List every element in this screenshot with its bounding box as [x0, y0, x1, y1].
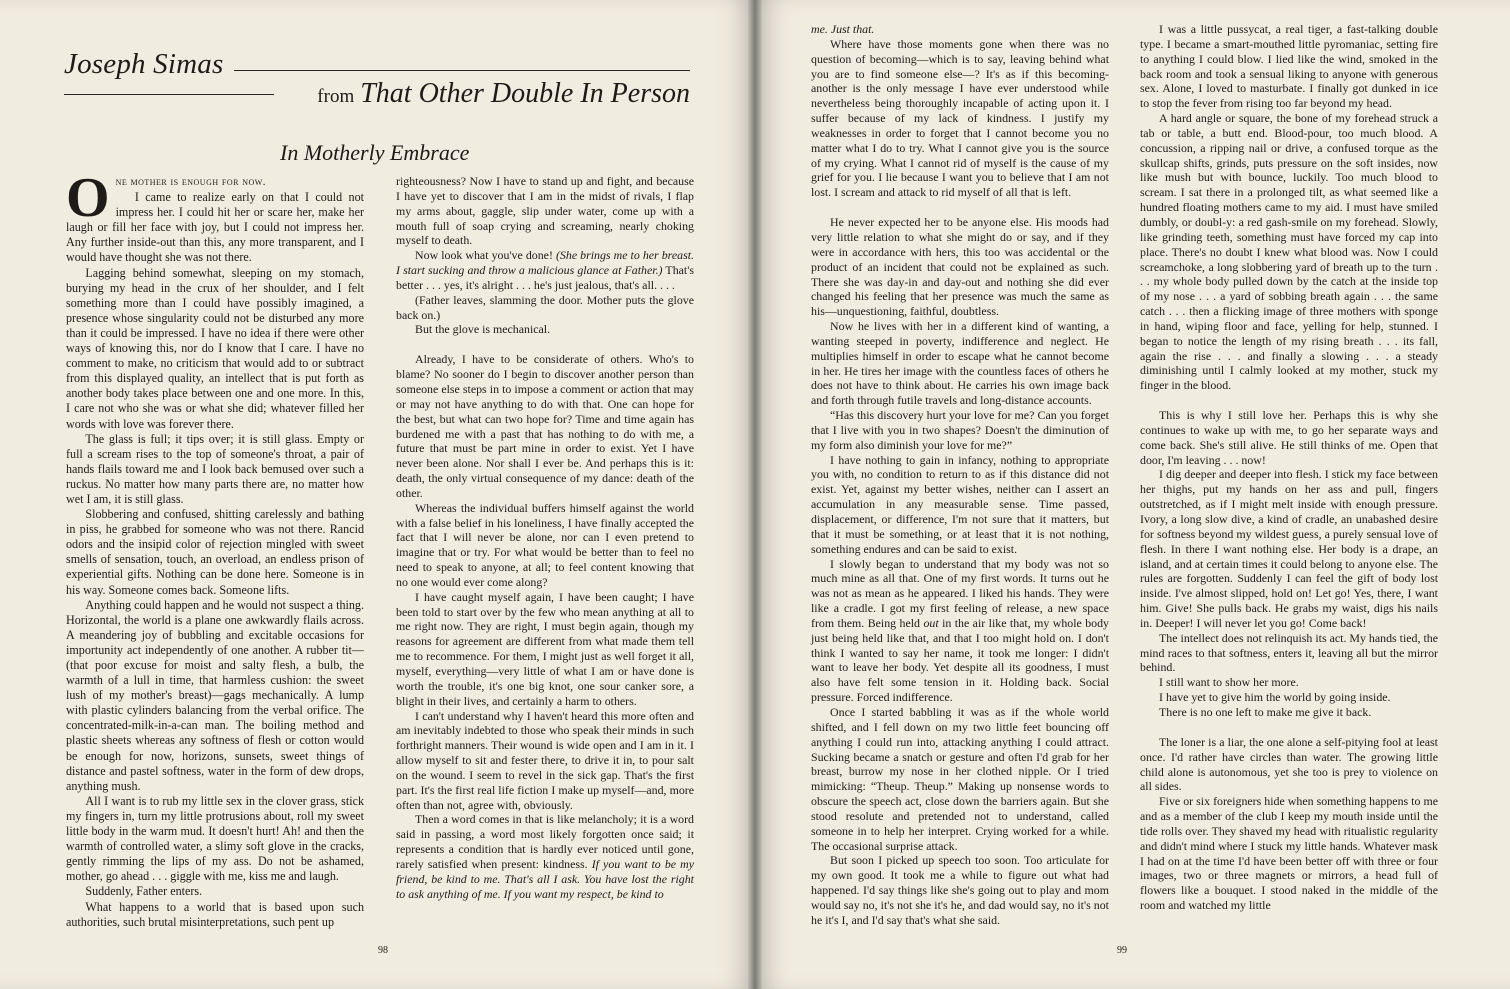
section-title: In Motherly Embrace	[280, 140, 470, 165]
paragraph: I was a little pussycat, a real tiger, a fast-talking double type. I became a smart-mouthed little pyromaniac, setting fire to anything I could blow. I lied like the wind, smoked in the back room and took a sensual liking to anyone with generous sex. Alone, I loved to masturbate. I finally got dunked in ice to stop the fever from rising too far beyond my head.	[1140, 22, 1438, 111]
italic-text: out	[923, 615, 939, 630]
paragraph	[66, 167, 364, 266]
paragraph: I have nothing to gain in infancy, nothing to appropriate you with, no condition to return to as if this distance did not exist. Yet, against my better wishes, neither can I assert an accumulation in any measurable sense. Time passed, displacement, or difference, I'm not sure that it matters, but that it must be something, or at least that it is not nothing, something endures and can be said to exist.	[811, 452, 1109, 556]
paragraph-text: Now look what you've done!	[415, 248, 556, 263]
paragraph-text: in the air like that, my whole body just being held like that, and that I too might hold on. I don't think I wanted to say her name, it took me longer: I didn't want to leave her body. Yet despite all its goodness, I must also have felt some tension in it. Holding back. Social pressure. Forced indifference.	[811, 615, 1109, 705]
paragraph: Anything could happen and he would not suspect a thing. Horizontal, the world is a plane one awkwardly flails across. A meandering joy of bubbling and excitable occasions for importunity act independently of one another. A rubber tit—(that poor excuse for moist and salty flesh, a bulb, the warmth of a lull in time, that harmless cushion: the sweet lush of my mother's breast)—gags mechanically. A lump with plastic cylinders balancing from the verbal orifice. The concentrated-milk-in-a-can man. The boiling method and plastic sheets whereas any softness of flesh or cotton would be enough for now, horizons, sunsets, sweet things of distance and pastel softness, water in the form of dew drops, anything mush.	[66, 597, 364, 793]
author-name: Joseph Simas	[64, 48, 224, 80]
paragraph: The glass is full; it tips over; it is still glass. Empty or full a scream rises to the top of someone's throat, a pair of hands flails toward me and I look back bemused over such a ruckus. No matter how many parts there are, no matter how wet I am, it is still glass.	[66, 431, 364, 506]
paragraph: Slobbering and confused, shitting carelessly and bathing in piss, he grabbed for someone who was not there. Rancid odors and the insipid color of rejection mingled with sweet smells of sensation, touch, an overload, an endless prison of experiential gifts. Nothing can be done here. Someone is in his way. Someone comes back. Someone lifts.	[66, 507, 364, 597]
paragraph-text: That's better . . . yes, it's alright . . . he's just jealous, that's all. . . .	[396, 263, 694, 292]
page-number-left: 98	[378, 945, 388, 956]
paragraph: Now he lives with her in a different kind of wanting, a wanting steeped in poverty, indifference and neglect. He multiplies himself in order to escape what he cannot become in her. He tires her image with the countless faces of others he does not have to think about. He carries his own image back and forth through futile travels and long-distance accounts.	[811, 319, 1109, 408]
paragraph: I dig deeper and deeper into flesh. I stick my face between her thighs, put my hands on her ass and pull, fingers outstretched, as if I might melt inside with enough pressure. Ivory, a long slow dive, a kind of cradle, an unabashed desire for softness beyond my wildest guess, a purely sensual love of flesh. In there I want nothing else. Her body is a drape, an island, and at certain times it could belong to anyone else. The rules are forgotten. Suddenly I can feel the gift of body lost inside. I've almost slipped, hold on! Let go! Yes, there, I want him. Give! She pulls back. He grabs my waist, digs his nails in. Deeper! I will never let you go! Come back!	[1140, 467, 1438, 630]
paragraph: righteousness? Now I have to stand up and fight, and because I have yet to discover that I am in the midst of rivals, I flap my arms about, gaggle, slip under water, come up with a mouth full of soap crying and screaming, nearly choking myself to death.	[396, 174, 694, 248]
paragraph: Once I started babbling it was as if the whole world shifted, and I fell down on my two little feet bouncing off anything I could run into, attacking anything I could attract. Sucking became a snatch or gesture and often I'd grab for her breast, burrow my nose in her clothed nipple. Or I tried mimicking: “Theup. Theup.” Making up nonsense words to obscure the speech act, close down the barriers again. But she stood resolute and pretended not to understand, called someone in to help her interpret. Crying worked for a while. The occasional surprise attack.	[811, 704, 1109, 853]
paragraph: But the glove is mechanical.	[415, 322, 551, 337]
page-number-right: 99	[1117, 945, 1127, 956]
column-2	[396, 174, 694, 902]
paragraph: The intellect does not relinquish its act. My hands tied, the mind races to that softness, enters it, leaving all but the mirror behind.	[1140, 630, 1438, 675]
paragraph: Whereas the individual buffers himself against the world with a false belief in his loneliness, I have finally accepted the fact that I will never be alone, nor can I even pretend to imagine that or try. For what would be better than to feel no need to speak to anyone, at all; to feel content knowing that no one would ever come along?	[396, 500, 694, 589]
paragraph: Already, I have to be considerate of others. Who's to blame? No sooner do I begin to discover another person than someone else steps in to impose a comment or action that may or may not have anything to do with that. One can hope for the best, but what can two hope for? Time and time again has burdened me with a past that has nothing to do with me, a future that must be part mine in order to exist. Yet I have never been alone. Nor shall I ever be. And perhaps this is it: death, the only virtual consequence of my dance: death of the other.	[396, 352, 694, 500]
paragraph: This is why I still love her. Perhaps this is why she continues to wake up with me, to go her separate ways and come back. She's still alive. He still thinks of me. Open that door, I'm leaving . . . now!	[1140, 408, 1438, 467]
right-page	[755, 0, 1510, 989]
paragraph: The loner is a liar, the one alone a self-pitying fool at least once. I'd rather have circles than water. The growing little child alone is autonomous, yet she too is prey to violence on all sides.	[1140, 734, 1438, 794]
work-title-text: That Other Double In Person	[360, 78, 690, 109]
paragraph: A hard angle or square, the bone of my forehead struck a tab or table, a butt end. Blood-pour, too much blood. A concussion, a ripping nail or drive, a confused torque as the skullcap shifts, grinds, puts pressure on the soft insides, now like mush but with bounce, luckily. Too much blood to scream. I sat there in a prolonged tilt, as what seemed like a hundred floating mothers came to my aid. I must have smiled dumbly, or doubl-y: a red gash-smile on my forehead. Slowly, like grinding teeth, something must have forced my cap into place. There's no doubt I knew what blood was. Now I could screamchoke, a long slobbering yard of breath up to the turn . . . my whole body pulled down by the catch at the inside top of my nose . . . a yard of sobbing breath again . . . the same catch . . . then a flicking image of three mothers with sponge in hand, wiping floor and face, yelling for help, stunned. I began to notice the length of my rising breath . . . its fall, again the rise . . . and finally a slowing . . . a steady diminishing until I calmly looked at my mother, stuck my finger in the blood.	[1140, 111, 1438, 393]
paragraph: All I want is to rub my little sex in the clover grass, stick my fingers in, turn my little protrusions about, roll my sweet little body in the warm mud. It doesn't hurt! Ah! and then the warmth of controlled water, a slimy soft glove in the cracks, gently rimming the lips of my ass. Do not be ashamed, mother, go ahead . . . giggle with me, kiss me and laugh.	[66, 793, 364, 884]
italic-text: me. Just that.	[811, 22, 875, 36]
paragraph: There is no one left to make me give it back.	[1159, 704, 1372, 719]
paragraph: I have caught myself again, I have been caught; I have been told to start over by the few who mean anything at all to me right now. They are right, I must begin again, though my reasons for agreement are different from what made them tell me to recommence. For them, I might just as well forget it all, myself, everything—very little of what I am or have done is worth the trouble, it's one big knot, one sour canker sore, a blight in their lives, and certainly a harm to others.	[396, 589, 694, 708]
paragraph: Suddenly, Father enters.	[85, 884, 203, 899]
paragraph: He never expected her to be anyone else. His moods had very little relation to what she might do or say, and if they were in accordance with hers, this too was accidental or the product of an incident that could not be explained as such. There she was day-in and day-out and nothing she did ever changed his feeling that her presence was much the same as his—unquestioning, faithful, doubtless.	[811, 215, 1109, 319]
paragraph: I can't understand why I haven't heard this more often and am inevitably indebted to those who speak their minds in such forthright manners. Their wound is wide open and I am in it. I allow myself to sit and fester there, to drive it in, to pour salt on the wound. I seem to revel in the sick gap. That's the first part. It's the first real life fiction I make up myself—and, more often than not, agree with, obviously.	[396, 708, 694, 812]
paragraph-text: I came to realize early on that I could not impress her. I could hit her or scare her, make her laugh or fill her face with joy, but I could not impress her. Any further inside-out than this, any more transparent, and I would have thought she was not there.	[66, 190, 364, 265]
paragraph: Where have those moments gone when there was no question of becoming—which is to say, leaving behind what you are to find someone else—? It's as if this becoming-another is the only message I have ever understood while nevertheless being thoroughly incapable of acting upon it. I suffer because of my lack of kindness. I justify my weaknesses in order to forget that I cannot become you no matter what I do to try. What I cannot give you is the source of my crying. What I cannot rid of myself is the cause of my grief for you. I lie because I want you to believe that I am not lost. I scream and attack to rid myself of all that is left.	[811, 36, 1109, 200]
paragraph: Lagging behind somewhat, sleeping on my stomach, burying my head in the crux of her shoulder, and I felt something more than I could have possibly imagined, a presence whose singularity could not be disturbed any more than it could be impressed. I have no idea if there were other ways of knowing this, nor do I know that I care. I have no comment to make, no criticism that would add to or subtract from this displayed quality, an intellect that is put forth as another body takes place between one and one more. In this, I care not who she was or what she did; whatever filled her words with love was forever there.	[66, 265, 364, 431]
stage-direction: (She brings me to her breast. I start sucking and throw a malicious glance at Father.)	[396, 248, 694, 278]
column-4	[1140, 22, 1438, 913]
drop-cap: O	[66, 167, 110, 229]
paragraph-text: Then a word comes in that is like melancholy; it is a word said in passing, a word most likely forgotten once said; it represents a condition that is hardly ever noticed until gone, rarely satisfied when present: kindness.	[396, 812, 694, 871]
paragraph	[811, 557, 1109, 705]
paragraph	[396, 812, 694, 901]
header-rule	[234, 70, 690, 71]
column-3	[811, 22, 1109, 928]
paragraph: “Has this discovery hurt your love for me? Can you forget that I live with you in two shapes? Doesn't the diminution of my form also diminish your love for me?”	[811, 408, 1109, 452]
paragraph: But soon I picked up speech too soon. Too articulate for my own good. It took me a while to figure out what had happened. I'd say things like she's going out to play and mom would say no, it's not she it's he, and dad would say, no it's not he it's I, and I'd say that's what she said.	[811, 853, 1109, 927]
title-rule	[64, 94, 274, 95]
column-1	[66, 167, 364, 930]
opening-small-caps: ne mother is enough for now.	[115, 176, 267, 188]
title-line	[64, 78, 690, 118]
italic-text: If you want to be my friend, be kind to me. That's all I ask. You have lost the right to ask anything of me. If you want my respect, be kind to	[396, 856, 694, 901]
paragraph: Five or six foreigners hide when something happens to me and as a member of the club I keep my mouth inside until the tide rolls over. They shaved my head with ritualistic regularity and didn't mind where I stuck my little hands. Whatever mask I had on at the time I'd have been better off with three or four images, two or three magnets or mirrors, a head full of flowers like a bouquet. I stood naked in the middle of the room and watched my little	[1140, 794, 1438, 913]
work-title	[317, 78, 690, 110]
from-word: from	[317, 86, 355, 107]
paragraph: (Father leaves, slamming the door. Mother puts the glove back on.)	[396, 292, 694, 322]
paragraph-text: I slowly began to understand that my body was not so much mine as all that. One of my first words. It turns out he was not as mean as he appeared. I liked his hands. They were like a cradle. I got my first feeling of release, a new space from them. Being held	[811, 556, 1109, 630]
paragraph: What happens to a world that is based upon such authorities, such brutal misinterpretations, such pent up	[66, 899, 364, 929]
paragraph: I have yet to give him the world by going inside.	[1159, 690, 1391, 705]
paragraph: I still want to show her more.	[1159, 675, 1299, 690]
book-gutter	[748, 0, 762, 989]
paragraph	[811, 22, 1109, 37]
paragraph	[396, 248, 694, 293]
